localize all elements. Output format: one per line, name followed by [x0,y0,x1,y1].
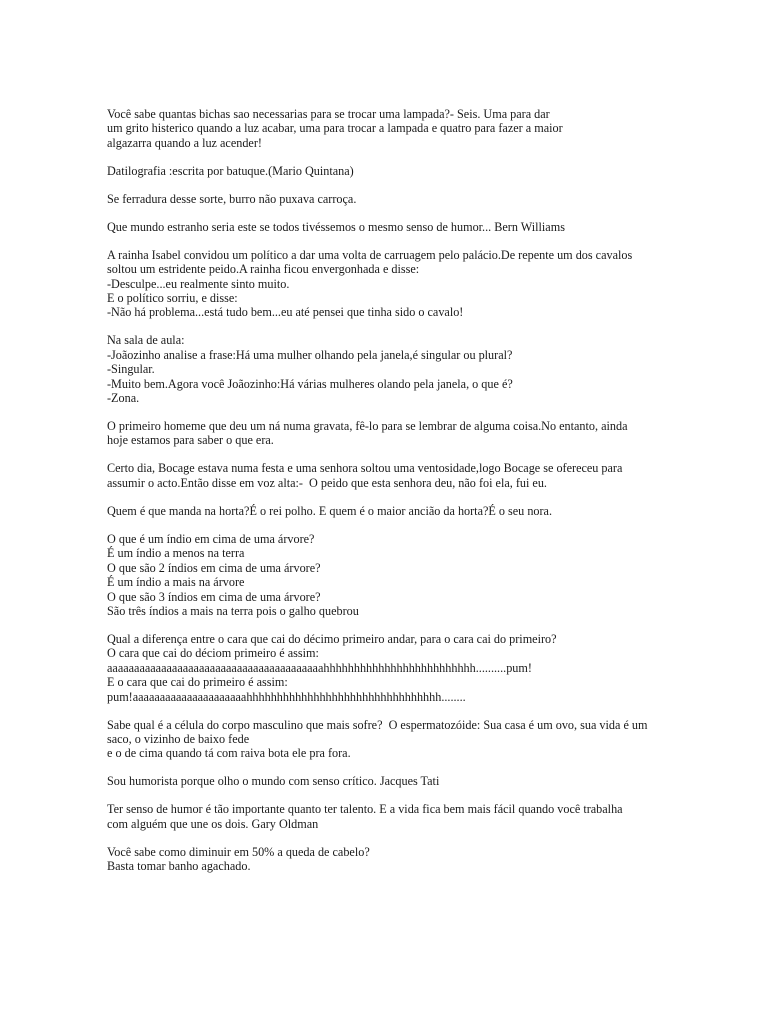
text-line: assumir o acto.Então disse em voz alta:- O peido que esta senhora deu, não foi ela, fui eu. [107,475,547,490]
text-line: Qual a diferença entre o cara que cai do décimo primeiro andar, para o cara cai do primeiro? [107,631,557,646]
text-line: -Zona. [107,391,140,406]
text-line: É um índio a menos na terra [107,546,245,561]
text-line: Na sala de aula: [107,333,185,348]
paragraph [107,419,707,448]
text-line: -Singular. [107,362,155,377]
text-line: -Joãozinho analise a frase:Há uma mulher olhando pela janela,é singular ou plural? [107,347,513,362]
paragraph [107,107,707,150]
text-line: Você sabe quantas bichas sao necessarias para se trocar uma lampada?- Seis. Uma para dar [107,107,550,121]
text-line: Você sabe como diminuir em 50% a queda de cabelo? [107,844,370,859]
text-line: Ter senso de humor é tão importante quanto ter talento. E a vida fica bem mais fácil quando você trabalha [107,802,623,817]
text-line: soltou um estridente peido.A rainha ficou envergonhada e disse: [107,262,420,277]
paragraph [107,220,707,234]
text-line: Sabe qual é a célula do corpo masculino que mais sofre? O espermatozóide: Sua casa é um ovo, sua vida é um [107,717,648,732]
text-line: A rainha Isabel convidou um político a dar uma volta de carruagem pelo palácio.De repente um dos cavalos [107,247,633,262]
text-line: Que mundo estranho seria este se todos tivéssemos o mesmo senso de humor... Bern Williams [107,219,565,234]
paragraph [107,333,707,405]
paragraph [107,248,707,320]
text-line: E o político sorriu, e disse: [107,291,238,306]
text-line: -Não há problema...está tudo bem...eu até pensei que tinha sido o cavalo! [107,305,464,320]
text-line: um grito histerico quando a luz acabar, uma para trocar a lampada e quatro para fazer a maior [107,121,563,136]
text-line: algazarra quando a luz acender! [107,135,262,150]
text-line: E o cara que cai do primeiro é assim: [107,675,288,690]
text-line: São três índios a mais na terra pois o galho quebrou [107,603,359,618]
text-line: O que são 3 índios em cima de uma árvore? [107,589,321,604]
paragraph [107,461,707,490]
text-line: É um índio a mais na árvore [107,575,245,590]
text-line: aaaaaaaaaaaaaaaaaaaaaaaaaaaaaaaaaaaaaaaahhhhhhhhhhhhhhhhhhhhhhhhh..........pum! [107,660,532,675]
document-body [107,107,707,887]
text-line: O primeiro homeme que deu um ná numa gravata, fê-lo para se lembrar de alguma coisa.No entanto, ainda [107,419,628,434]
paragraph [107,532,707,618]
paragraph [107,192,707,206]
text-line: O que é um índio em cima de uma árvore? [107,531,315,546]
text-line: e o de cima quando tá com raiva bota ele pra fora. [107,746,351,761]
paragraph [107,845,707,874]
text-line: -Muito bem.Agora você Joãozinho:Há várias mulheres olando pela janela, o que é? [107,376,513,391]
paragraph [107,718,707,761]
text-line: -Desculpe...eu realmente sinto muito. [107,276,290,291]
paragraph [107,504,707,518]
text-line: Se ferradura desse sorte, burro não puxava carroça. [107,191,357,206]
text-line: Basta tomar banho agachado. [107,859,251,874]
paragraph [107,164,707,178]
text-line: Certo dia, Bocage estava numa festa e uma senhora soltou uma ventosidade,logo Bocage se ofereceu para [107,461,623,476]
paragraph [107,774,707,788]
paragraph [107,802,707,831]
text-line: Datilografia :escrita por batuque.(Mario Quintana) [107,163,354,178]
paragraph [107,632,707,704]
text-line: hoje estamos para saber o que era. [107,433,274,448]
text-line: pum!aaaaaaaaaaaaaaaaaaaaahhhhhhhhhhhhhhhhhhhhhhhhhhhhhhhh........ [107,689,466,704]
text-line: Sou humorista porque olho o mundo com senso crítico. Jacques Tati [107,774,440,789]
text-line: O cara que cai do déciom primeiro é assim: [107,646,319,661]
text-line: com alguém que une os dois. Gary Oldman [107,816,319,831]
text-line: saco, o vizinho de baixo fede [107,731,250,746]
text-line: O que são 2 índios em cima de uma árvore? [107,560,321,575]
text-line: Quem é que manda na horta?É o rei polho. E quem é o maior ancião da horta?É o seu nora. [107,503,553,518]
